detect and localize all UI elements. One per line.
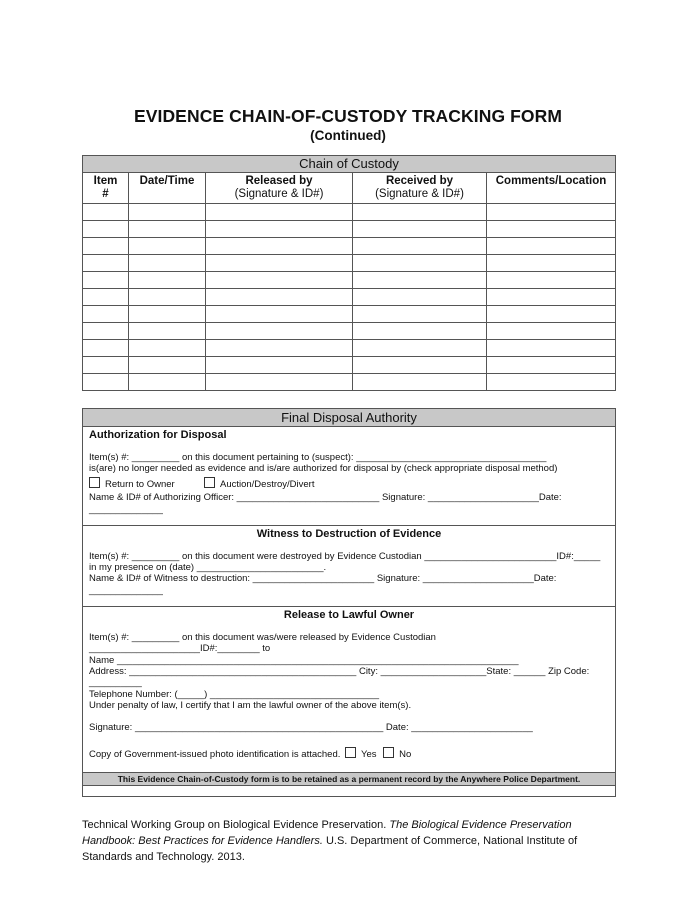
table-cell[interactable] xyxy=(83,340,129,357)
table-cell[interactable] xyxy=(129,204,206,221)
table-cell[interactable] xyxy=(353,374,487,391)
table-cell[interactable] xyxy=(206,323,353,340)
authorizing-officer-date-line[interactable]: ______________ xyxy=(89,504,163,515)
photo-id-text: Copy of Government-issued photo identification is attached. xyxy=(89,749,341,760)
section-divider xyxy=(83,606,615,607)
return-to-owner-checkbox[interactable] xyxy=(89,477,100,488)
table-cell[interactable] xyxy=(129,306,206,323)
table-cell[interactable] xyxy=(206,340,353,357)
table-cell[interactable] xyxy=(353,323,487,340)
citation-authors: Technical Working Group on Biological Evidence Preservation. xyxy=(82,819,390,831)
table-cell[interactable] xyxy=(353,255,487,272)
table-cell[interactable] xyxy=(487,340,616,357)
column-header-released-by xyxy=(206,173,353,204)
release-name-line[interactable]: Name ____________________________________________________________________________ xyxy=(89,655,519,666)
section-divider xyxy=(83,525,615,526)
auction-destroy-divert-checkbox[interactable] xyxy=(204,477,215,488)
authorizing-officer-line[interactable]: Name & ID# of Authorizing Officer: ___________________________ Signature: _____________________Date: xyxy=(89,492,562,503)
chain-of-custody-title: Chain of Custody xyxy=(83,156,616,173)
column-header-date-time: Date/Time xyxy=(129,173,206,204)
column-header-item-sub: # xyxy=(102,188,109,200)
table-cell[interactable] xyxy=(83,221,129,238)
column-header-comments: Comments/Location xyxy=(487,173,616,204)
final-disposal-authority-section xyxy=(82,408,616,797)
table-cell[interactable] xyxy=(487,306,616,323)
form-title: EVIDENCE CHAIN-OF-CUSTODY TRACKING FORM xyxy=(133,106,563,126)
table-row xyxy=(83,374,616,391)
table-row xyxy=(83,289,616,306)
table-cell[interactable] xyxy=(129,357,206,374)
table-cell[interactable] xyxy=(129,238,206,255)
table-cell[interactable] xyxy=(353,272,487,289)
table-cell[interactable] xyxy=(206,357,353,374)
column-header-received-by-sub: (Signature & ID#) xyxy=(375,188,464,200)
table-cell[interactable] xyxy=(206,272,353,289)
citation-publisher: U.S. Department of Commerce, National Institute of Standards and Technology. 2013. xyxy=(82,835,578,863)
witness-line-items[interactable]: Item(s) #: _________ on this document were destroyed by Evidence Custodian _________________________ID#:_____ xyxy=(89,551,601,562)
return-to-owner-label: Return to Owner xyxy=(105,479,175,490)
table-cell[interactable] xyxy=(206,374,353,391)
disposal-method-options xyxy=(89,477,315,490)
table-cell[interactable] xyxy=(83,357,129,374)
final-disposal-title: Final Disposal Authority xyxy=(83,409,615,427)
table-cell[interactable] xyxy=(206,204,353,221)
witness-line-date[interactable]: in my presence on (date) ________________________. xyxy=(89,562,327,573)
column-header-received-by-label: Received by xyxy=(385,175,454,187)
table-row xyxy=(83,204,616,221)
table-cell[interactable] xyxy=(129,323,206,340)
authorization-line-statement: is(are) no longer needed as evidence and is/are authorized for disposal by (check appropriate disposal method) xyxy=(89,463,558,474)
release-line-items[interactable]: Item(s) #: _________ on this document was/were released by Evidence Custodian xyxy=(89,632,436,643)
column-header-released-by-sub: (Signature & ID#) xyxy=(234,188,324,200)
table-cell[interactable] xyxy=(129,221,206,238)
table-cell[interactable] xyxy=(487,357,616,374)
table-cell[interactable] xyxy=(206,238,353,255)
table-cell[interactable] xyxy=(206,255,353,272)
table-cell[interactable] xyxy=(83,289,129,306)
table-cell[interactable] xyxy=(353,306,487,323)
table-row xyxy=(83,323,616,340)
column-header-released-by-label: Released by xyxy=(245,175,313,187)
release-certify-text: Under penalty of law, I certify that I am the lawful owner of the above item(s). xyxy=(89,700,412,711)
table-cell[interactable] xyxy=(487,374,616,391)
table-cell[interactable] xyxy=(83,323,129,340)
release-address-line[interactable]: Address: ___________________________________________ City: ____________________State: ______ Zip Code: xyxy=(89,666,590,677)
table-cell[interactable] xyxy=(83,272,129,289)
table-cell[interactable] xyxy=(83,306,129,323)
retention-notice: This Evidence Chain-of-Custody form is to be retained as a permanent record by the Anywhere Police Department. xyxy=(83,772,615,786)
table-cell[interactable] xyxy=(129,272,206,289)
table-cell[interactable] xyxy=(487,221,616,238)
table-cell[interactable] xyxy=(83,374,129,391)
witness-date-line[interactable]: ______________ xyxy=(89,585,163,596)
table-cell[interactable] xyxy=(129,374,206,391)
form-subtitle: (Continued) xyxy=(310,128,386,143)
table-cell[interactable] xyxy=(206,221,353,238)
table-cell[interactable] xyxy=(487,204,616,221)
release-heading: Release to Lawful Owner xyxy=(283,609,415,621)
table-cell[interactable] xyxy=(206,306,353,323)
table-cell[interactable] xyxy=(353,204,487,221)
table-cell[interactable] xyxy=(83,204,129,221)
authorization-line-items[interactable]: Item(s) #: _________ on this document pertaining to (suspect): ____________________________________ xyxy=(89,452,547,463)
release-line-custodian[interactable]: _____________________ID#:________ to xyxy=(89,643,271,654)
table-cell[interactable] xyxy=(83,255,129,272)
table-cell[interactable] xyxy=(487,272,616,289)
chain-of-custody-table xyxy=(82,155,616,391)
column-header-item-label: Item xyxy=(93,175,118,187)
release-zip-line[interactable]: __________ xyxy=(89,677,142,688)
photo-id-yes-label: Yes xyxy=(361,749,377,760)
photo-id-line xyxy=(89,747,411,760)
table-cell[interactable] xyxy=(353,238,487,255)
table-cell[interactable] xyxy=(487,255,616,272)
table-row xyxy=(83,238,616,255)
table-row xyxy=(83,306,616,323)
table-row xyxy=(83,272,616,289)
table-cell[interactable] xyxy=(353,357,487,374)
witness-name-line[interactable]: Name & ID# of Witness to destruction: _______________________ Signature: _____________________Date: xyxy=(89,573,557,584)
table-row xyxy=(83,340,616,357)
citation-title: The Biological Evidence Preservation Handbook: Best Practices for Evidence Handlers. xyxy=(82,819,572,847)
column-header-received-by xyxy=(353,173,487,204)
table-row xyxy=(83,221,616,238)
column-header-item xyxy=(83,173,129,204)
witness-heading: Witness to Destruction of Evidence xyxy=(256,528,442,540)
table-cell[interactable] xyxy=(129,340,206,357)
table-cell[interactable] xyxy=(83,238,129,255)
photo-id-no-checkbox[interactable] xyxy=(383,747,394,758)
citation xyxy=(82,817,622,865)
photo-id-yes-checkbox[interactable] xyxy=(345,747,356,758)
table-cell[interactable] xyxy=(487,238,616,255)
table-cell[interactable] xyxy=(487,289,616,306)
table-cell[interactable] xyxy=(353,289,487,306)
photo-id-no-label: No xyxy=(399,749,412,760)
table-row xyxy=(83,357,616,374)
table-cell[interactable] xyxy=(129,255,206,272)
table-cell[interactable] xyxy=(206,289,353,306)
table-cell[interactable] xyxy=(129,289,206,306)
auction-destroy-divert-label: Auction/Destroy/Divert xyxy=(219,479,315,490)
table-cell[interactable] xyxy=(353,340,487,357)
table-cell[interactable] xyxy=(353,221,487,238)
authorization-heading: Authorization for Disposal xyxy=(89,429,227,441)
release-telephone-line[interactable]: Telephone Number: (_____) ________________________________ xyxy=(89,689,380,700)
table-row xyxy=(83,255,616,272)
table-cell[interactable] xyxy=(487,323,616,340)
release-signature-line[interactable]: Signature: _______________________________________________ Date: _______________________ xyxy=(89,722,533,733)
